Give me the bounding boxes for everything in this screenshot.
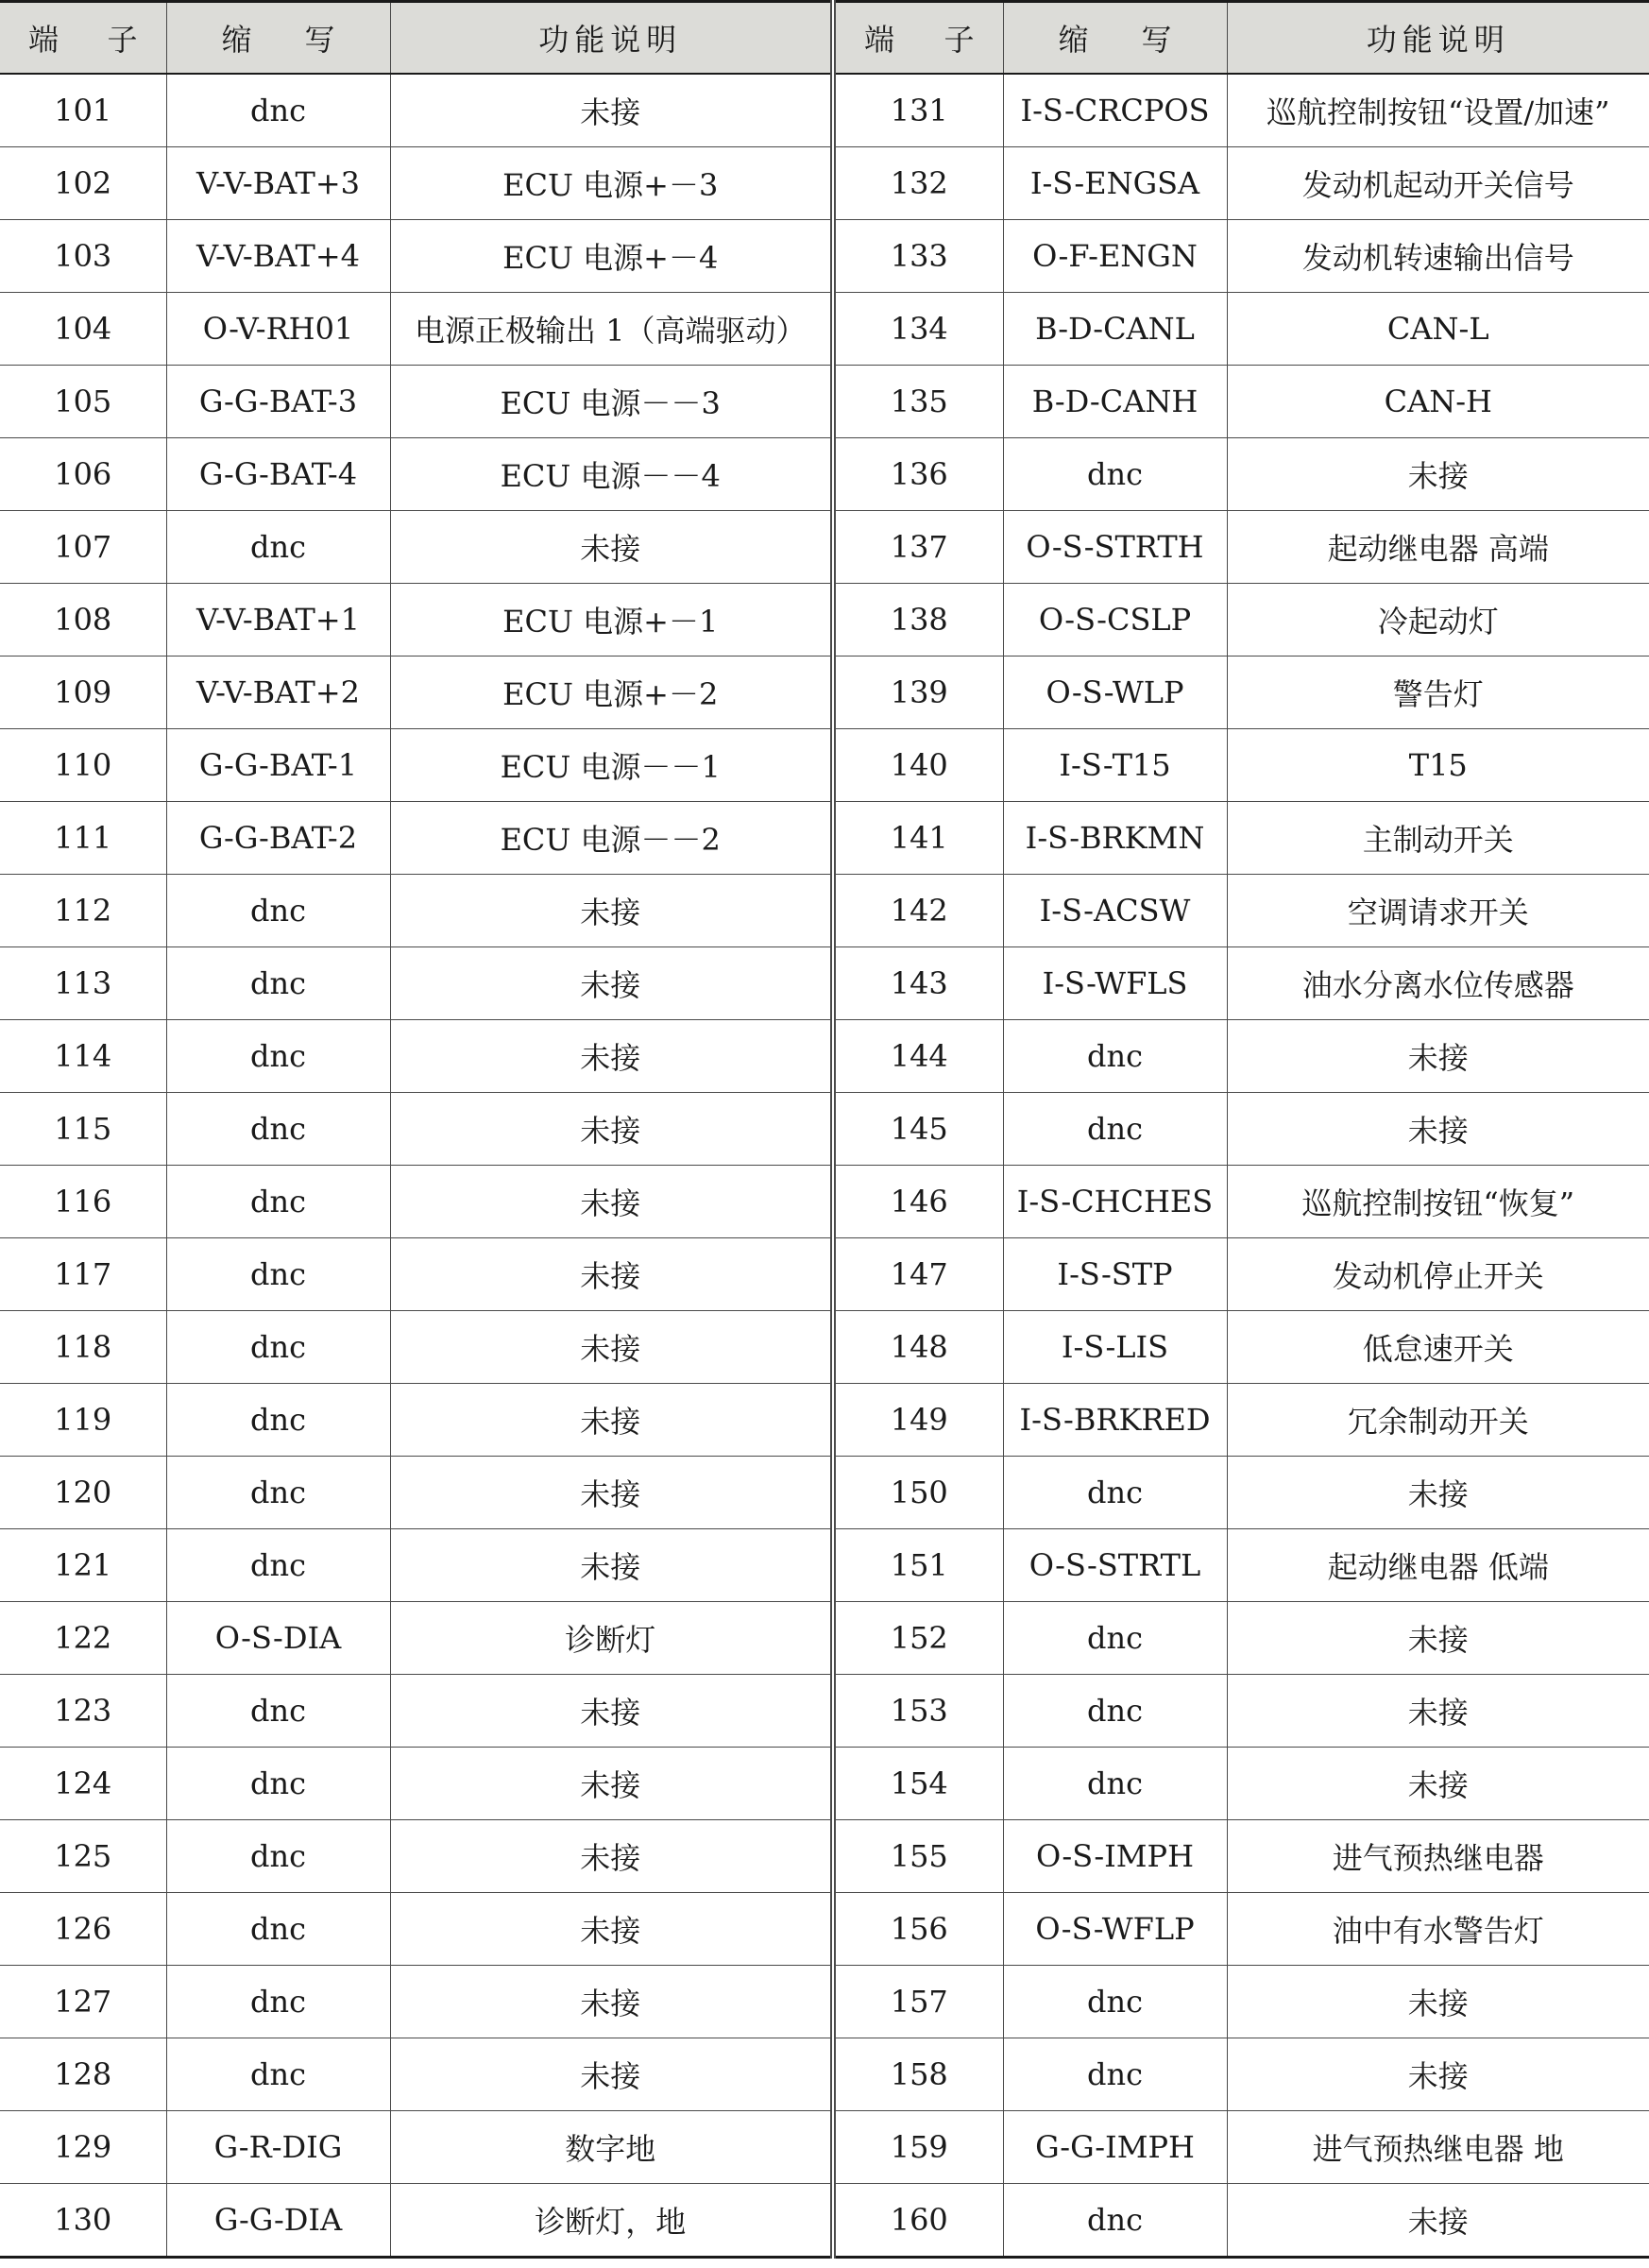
abbr-right-cell: dnc — [1003, 1748, 1227, 1820]
abbr-left-cell: V-V-BAT+2 — [166, 657, 390, 729]
desc-left-cell: 未接 — [390, 1748, 833, 1820]
header-abbr-char-1: 缩 — [1058, 22, 1089, 58]
desc-left-cell: 未接 — [390, 1820, 833, 1893]
desc-right-cell: 未接 — [1227, 1020, 1649, 1093]
desc-right-cell: 进气预热继电器 地 — [1227, 2111, 1649, 2184]
abbr-right-cell: O-S-STRTL — [1003, 1529, 1227, 1602]
desc-left-cell: 电源正极输出 1（高端驱动） — [390, 293, 833, 366]
abbr-right-cell: O-S-WLP — [1003, 657, 1227, 729]
pin-left-cell: 117 — [0, 1238, 166, 1311]
pin-left-cell: 114 — [0, 1020, 166, 1093]
pin-right-cell: 152 — [833, 1602, 1003, 1675]
desc-right-cell: 发动机停止开关 — [1227, 1238, 1649, 1311]
abbr-right-cell: dnc — [1003, 1457, 1227, 1529]
abbr-left-cell: dnc — [166, 1166, 390, 1238]
desc-right-cell: 未接 — [1227, 1093, 1649, 1166]
abbr-right-cell: I-S-ENGSA — [1003, 147, 1227, 220]
header-desc-right: 功能说明 — [1227, 2, 1649, 75]
header-pin-right — [833, 2, 1003, 75]
pin-left-cell: 128 — [0, 2038, 166, 2111]
header-pin-char-1: 端 — [864, 22, 895, 58]
pin-right-cell: 149 — [833, 1384, 1003, 1457]
table-header — [0, 2, 1649, 75]
table-row — [0, 584, 1649, 657]
abbr-left-cell: G-G-BAT-4 — [166, 438, 390, 511]
pin-left-cell: 113 — [0, 947, 166, 1020]
table-row — [0, 1384, 1649, 1457]
desc-left-cell: 未接 — [390, 1529, 833, 1602]
pin-left-cell: 127 — [0, 1966, 166, 2038]
pin-right-cell: 148 — [833, 1311, 1003, 1384]
table-row — [0, 802, 1649, 875]
pin-right-cell: 147 — [833, 1238, 1003, 1311]
desc-left-cell: 未接 — [390, 511, 833, 584]
desc-left-cell: ECU 电源－－2 — [390, 802, 833, 875]
desc-left-cell: ECU 电源+－2 — [390, 657, 833, 729]
desc-left-cell: 未接 — [390, 1893, 833, 1966]
pin-left-cell: 125 — [0, 1820, 166, 1893]
abbr-left-cell: dnc — [166, 1384, 390, 1457]
desc-right-cell: 未接 — [1227, 1457, 1649, 1529]
table-row — [0, 511, 1649, 584]
pin-left-cell: 107 — [0, 511, 166, 584]
abbr-right-cell: I-S-BRKRED — [1003, 1384, 1227, 1457]
abbr-right-cell: I-S-T15 — [1003, 729, 1227, 802]
pin-right-cell: 136 — [833, 438, 1003, 511]
desc-left-cell: 未接 — [390, 74, 833, 147]
pin-right-cell: 142 — [833, 875, 1003, 947]
abbr-right-cell: dnc — [1003, 1675, 1227, 1748]
abbr-right-cell: O-S-WFLP — [1003, 1893, 1227, 1966]
pin-left-cell: 108 — [0, 584, 166, 657]
pin-left-cell: 129 — [0, 2111, 166, 2184]
table-row — [0, 366, 1649, 438]
abbr-left-cell: G-G-BAT-3 — [166, 366, 390, 438]
desc-right-cell: T15 — [1227, 729, 1649, 802]
header-pin-char-2: 子 — [107, 22, 138, 58]
pin-right-cell: 157 — [833, 1966, 1003, 2038]
table-row — [0, 729, 1649, 802]
pin-right-cell: 145 — [833, 1093, 1003, 1166]
pin-left-cell: 124 — [0, 1748, 166, 1820]
abbr-right-cell: dnc — [1003, 1020, 1227, 1093]
pin-left-cell: 103 — [0, 220, 166, 293]
table-row — [0, 147, 1649, 220]
pin-right-cell: 144 — [833, 1020, 1003, 1093]
abbr-right-cell: B-D-CANL — [1003, 293, 1227, 366]
pin-right-cell: 143 — [833, 947, 1003, 1020]
desc-right-cell: 未接 — [1227, 1748, 1649, 1820]
pin-right-cell: 135 — [833, 366, 1003, 438]
pin-right-cell: 133 — [833, 220, 1003, 293]
header-row — [0, 2, 1649, 75]
desc-right-cell: 冗余制动开关 — [1227, 1384, 1649, 1457]
desc-right-cell: 未接 — [1227, 2184, 1649, 2258]
pin-right-cell: 131 — [833, 74, 1003, 147]
desc-right-cell: 巡航控制按钮“设置/加速” — [1227, 74, 1649, 147]
desc-left-cell: 未接 — [390, 1020, 833, 1093]
desc-left-cell: 诊断灯 — [390, 1602, 833, 1675]
abbr-right-cell: I-S-WFLS — [1003, 947, 1227, 1020]
pin-right-cell: 150 — [833, 1457, 1003, 1529]
desc-right-cell: 发动机起动开关信号 — [1227, 147, 1649, 220]
desc-left-cell: ECU 电源+－1 — [390, 584, 833, 657]
desc-right-cell: 进气预热继电器 — [1227, 1820, 1649, 1893]
pin-right-cell: 134 — [833, 293, 1003, 366]
desc-right-cell: 起动继电器 高端 — [1227, 511, 1649, 584]
abbr-left-cell: dnc — [166, 875, 390, 947]
abbr-right-cell: I-S-ACSW — [1003, 875, 1227, 947]
abbr-left-cell: dnc — [166, 1093, 390, 1166]
pin-left-cell: 118 — [0, 1311, 166, 1384]
table-row — [0, 293, 1649, 366]
table-row — [0, 1893, 1649, 1966]
desc-right-cell: 未接 — [1227, 438, 1649, 511]
table-row — [0, 2111, 1649, 2184]
pin-left-cell: 123 — [0, 1675, 166, 1748]
abbr-right-cell: O-S-CSLP — [1003, 584, 1227, 657]
abbr-left-cell: G-G-DIA — [166, 2184, 390, 2258]
pin-right-cell: 159 — [833, 2111, 1003, 2184]
table-row — [0, 220, 1649, 293]
pin-right-cell: 156 — [833, 1893, 1003, 1966]
pin-left-cell: 105 — [0, 366, 166, 438]
abbr-left-cell: dnc — [166, 1820, 390, 1893]
desc-right-cell: 油水分离水位传感器 — [1227, 947, 1649, 1020]
desc-left-cell: ECU 电源－－3 — [390, 366, 833, 438]
abbr-left-cell: dnc — [166, 1966, 390, 2038]
pin-left-cell: 109 — [0, 657, 166, 729]
header-abbr-right — [1003, 2, 1227, 75]
table-row — [0, 947, 1649, 1020]
pin-right-cell: 153 — [833, 1675, 1003, 1748]
table-row — [0, 1311, 1649, 1384]
desc-right-cell: 未接 — [1227, 1966, 1649, 2038]
abbr-right-cell: B-D-CANH — [1003, 366, 1227, 438]
table-row — [0, 74, 1649, 147]
pin-left-cell: 126 — [0, 1893, 166, 1966]
abbr-left-cell: G-G-BAT-1 — [166, 729, 390, 802]
desc-right-cell: CAN-L — [1227, 293, 1649, 366]
desc-right-cell: 主制动开关 — [1227, 802, 1649, 875]
pin-left-cell: 122 — [0, 1602, 166, 1675]
pin-left-cell: 106 — [0, 438, 166, 511]
abbr-left-cell: dnc — [166, 1529, 390, 1602]
abbr-left-cell: dnc — [166, 1748, 390, 1820]
desc-right-cell: 起动继电器 低端 — [1227, 1529, 1649, 1602]
pin-right-cell: 132 — [833, 147, 1003, 220]
abbr-left-cell: dnc — [166, 511, 390, 584]
abbr-left-cell: dnc — [166, 1457, 390, 1529]
desc-right-cell: 油中有水警告灯 — [1227, 1893, 1649, 1966]
desc-right-cell: 冷起动灯 — [1227, 584, 1649, 657]
abbr-right-cell: G-G-IMPH — [1003, 2111, 1227, 2184]
desc-left-cell: 未接 — [390, 1093, 833, 1166]
abbr-right-cell: I-S-BRKMN — [1003, 802, 1227, 875]
header-abbr-char-2: 写 — [1141, 22, 1172, 58]
desc-left-cell: 诊断灯，地 — [390, 2184, 833, 2258]
pin-left-cell: 110 — [0, 729, 166, 802]
desc-right-cell: 发动机转速输出信号 — [1227, 220, 1649, 293]
desc-left-cell: 未接 — [390, 1457, 833, 1529]
abbr-right-cell: dnc — [1003, 2184, 1227, 2258]
abbr-left-cell: dnc — [166, 947, 390, 1020]
header-pin-char-2: 子 — [944, 22, 975, 58]
table-row — [0, 1820, 1649, 1893]
desc-left-cell: 未接 — [390, 1675, 833, 1748]
desc-left-cell: 未接 — [390, 947, 833, 1020]
abbr-right-cell: dnc — [1003, 1966, 1227, 2038]
desc-left-cell: 未接 — [390, 1966, 833, 2038]
abbr-right-cell: dnc — [1003, 1602, 1227, 1675]
desc-left-cell: ECU 电源+－3 — [390, 147, 833, 220]
abbr-left-cell: dnc — [166, 1311, 390, 1384]
abbr-left-cell: dnc — [166, 1020, 390, 1093]
abbr-right-cell: I-S-LIS — [1003, 1311, 1227, 1384]
desc-right-cell: 巡航控制按钮“恢复” — [1227, 1166, 1649, 1238]
abbr-left-cell: dnc — [166, 1238, 390, 1311]
desc-left-cell: ECU 电源－－4 — [390, 438, 833, 511]
pin-left-cell: 111 — [0, 802, 166, 875]
abbr-right-cell: O-F-ENGN — [1003, 220, 1227, 293]
pin-right-cell: 158 — [833, 2038, 1003, 2111]
abbr-left-cell: dnc — [166, 1675, 390, 1748]
pin-right-cell: 155 — [833, 1820, 1003, 1893]
table-row — [0, 657, 1649, 729]
table-row — [0, 1020, 1649, 1093]
header-pin-char-1: 端 — [28, 22, 60, 58]
desc-left-cell: 未接 — [390, 2038, 833, 2111]
abbr-right-cell: I-S-CRCPOS — [1003, 74, 1227, 147]
abbr-right-cell: O-S-IMPH — [1003, 1820, 1227, 1893]
pin-right-cell: 154 — [833, 1748, 1003, 1820]
table-row — [0, 2184, 1649, 2258]
desc-left-cell: 未接 — [390, 1311, 833, 1384]
table-row — [0, 1529, 1649, 1602]
desc-right-cell: 警告灯 — [1227, 657, 1649, 729]
desc-right-cell: 未接 — [1227, 1675, 1649, 1748]
pin-left-cell: 115 — [0, 1093, 166, 1166]
table-row — [0, 1093, 1649, 1166]
table-row — [0, 875, 1649, 947]
pin-left-cell: 121 — [0, 1529, 166, 1602]
header-abbr-left — [166, 2, 390, 75]
abbr-left-cell: O-V-RH01 — [166, 293, 390, 366]
desc-right-cell: 未接 — [1227, 1602, 1649, 1675]
desc-left-cell: 未接 — [390, 875, 833, 947]
pin-right-cell: 146 — [833, 1166, 1003, 1238]
pin-right-cell: 151 — [833, 1529, 1003, 1602]
table-row — [0, 1457, 1649, 1529]
table-row — [0, 1675, 1649, 1748]
table-row — [0, 1966, 1649, 2038]
abbr-right-cell: dnc — [1003, 438, 1227, 511]
abbr-left-cell: dnc — [166, 74, 390, 147]
abbr-left-cell: O-S-DIA — [166, 1602, 390, 1675]
desc-left-cell: 未接 — [390, 1238, 833, 1311]
table-row — [0, 1238, 1649, 1311]
pin-left-cell: 112 — [0, 875, 166, 947]
header-desc-left: 功能说明 — [390, 2, 833, 75]
pin-left-cell: 101 — [0, 74, 166, 147]
abbr-right-cell: O-S-STRTH — [1003, 511, 1227, 584]
table-row — [0, 1602, 1649, 1675]
pin-left-cell: 102 — [0, 147, 166, 220]
table-row — [0, 1748, 1649, 1820]
header-abbr-char-2: 写 — [304, 22, 335, 58]
pin-left-cell: 130 — [0, 2184, 166, 2258]
abbr-left-cell: dnc — [166, 1893, 390, 1966]
pin-left-cell: 120 — [0, 1457, 166, 1529]
desc-right-cell: 低怠速开关 — [1227, 1311, 1649, 1384]
abbr-right-cell: I-S-STP — [1003, 1238, 1227, 1311]
pin-right-cell: 160 — [833, 2184, 1003, 2258]
header-pin-left — [0, 2, 166, 75]
pin-left-cell: 104 — [0, 293, 166, 366]
abbr-left-cell: dnc — [166, 2038, 390, 2111]
desc-right-cell: 未接 — [1227, 2038, 1649, 2111]
abbr-right-cell: dnc — [1003, 1093, 1227, 1166]
abbr-right-cell: I-S-CHCHES — [1003, 1166, 1227, 1238]
pin-right-cell: 141 — [833, 802, 1003, 875]
abbr-left-cell: G-G-BAT-2 — [166, 802, 390, 875]
table-row — [0, 1166, 1649, 1238]
desc-right-cell: CAN-H — [1227, 366, 1649, 438]
pin-right-cell: 139 — [833, 657, 1003, 729]
desc-left-cell: 未接 — [390, 1166, 833, 1238]
header-abbr-char-1: 缩 — [221, 22, 252, 58]
table-row — [0, 2038, 1649, 2111]
table-body — [0, 74, 1649, 2258]
pin-right-cell: 137 — [833, 511, 1003, 584]
desc-left-cell: ECU 电源+－4 — [390, 220, 833, 293]
pin-left-cell: 119 — [0, 1384, 166, 1457]
desc-left-cell: ECU 电源－－1 — [390, 729, 833, 802]
desc-left-cell: 未接 — [390, 1384, 833, 1457]
pin-right-cell: 138 — [833, 584, 1003, 657]
table-row — [0, 438, 1649, 511]
abbr-left-cell: V-V-BAT+1 — [166, 584, 390, 657]
abbr-right-cell: dnc — [1003, 2038, 1227, 2111]
abbr-left-cell: G-R-DIG — [166, 2111, 390, 2184]
abbr-left-cell: V-V-BAT+3 — [166, 147, 390, 220]
abbr-left-cell: V-V-BAT+4 — [166, 220, 390, 293]
pin-right-cell: 140 — [833, 729, 1003, 802]
pin-left-cell: 116 — [0, 1166, 166, 1238]
desc-left-cell: 数字地 — [390, 2111, 833, 2184]
desc-right-cell: 空调请求开关 — [1227, 875, 1649, 947]
